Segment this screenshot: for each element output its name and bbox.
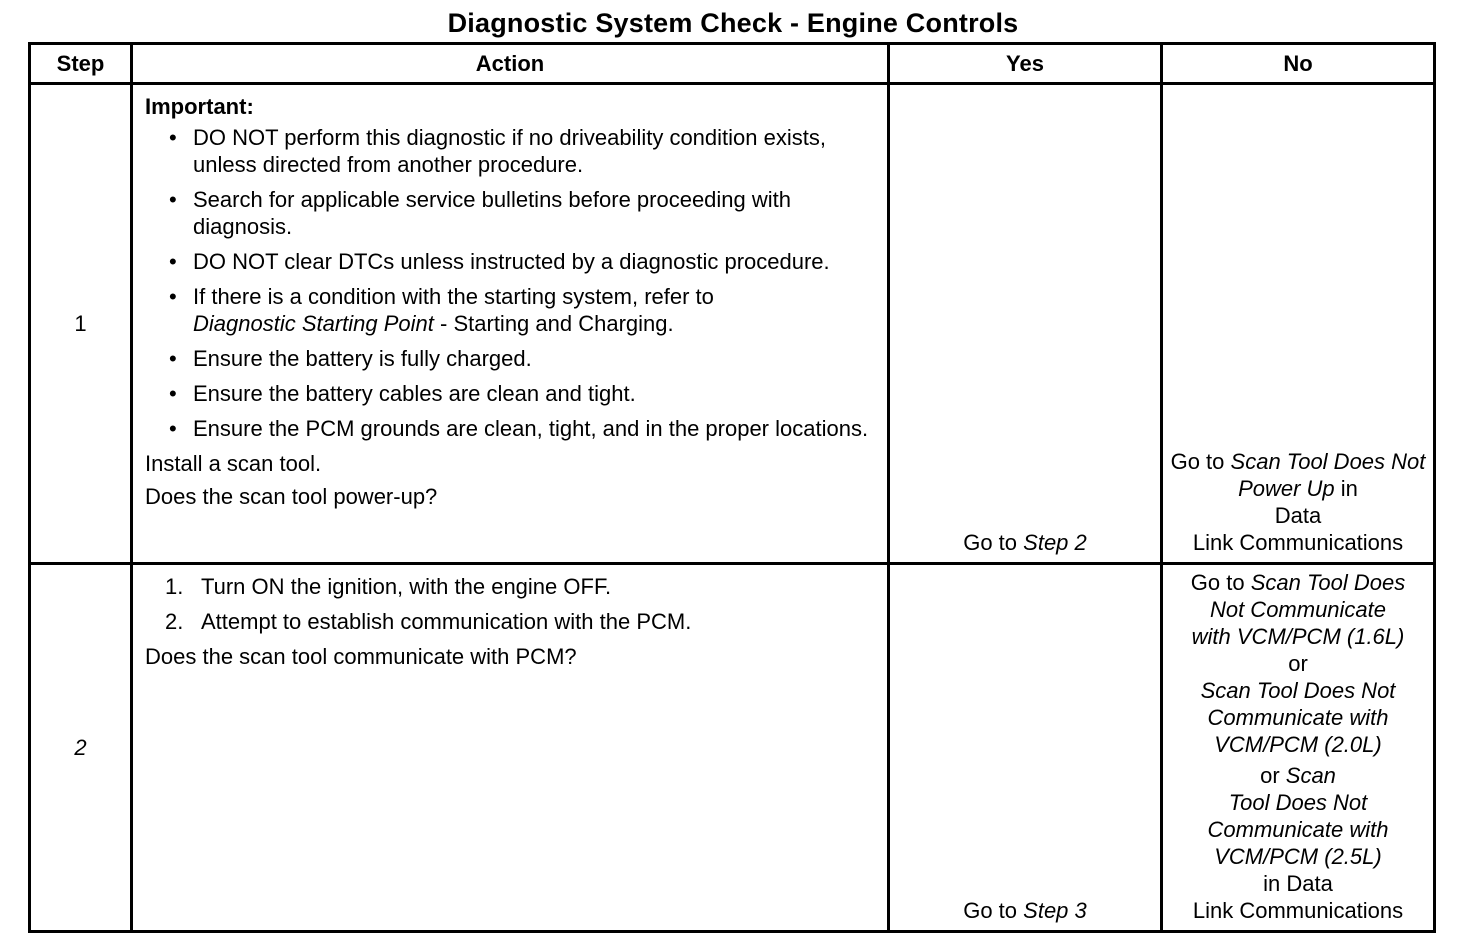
no-or-text: or xyxy=(1288,651,1308,676)
list-item xyxy=(165,608,877,635)
list-item xyxy=(167,186,877,240)
yes-cell xyxy=(889,564,1162,932)
no-reference-link: VCM/PCM (2.5L) xyxy=(1214,844,1382,869)
list-item-text: Attempt to establish communication with the PCM. xyxy=(201,609,692,634)
no-or-text: or xyxy=(1260,763,1280,788)
yes-prefix: Go to xyxy=(963,530,1018,555)
no-prefix: Go to xyxy=(1190,570,1245,595)
header-step: Step xyxy=(30,44,132,84)
bullet-icon: • xyxy=(169,125,177,150)
table-header-row xyxy=(30,44,1435,84)
yes-step-link: Step 2 xyxy=(1023,530,1087,555)
list-item xyxy=(165,573,877,600)
page-title: Diagnostic System Check - Engine Controls xyxy=(447,8,1019,38)
no-reference-link: Scan Tool Does Not Power Up xyxy=(1230,449,1426,501)
important-label: Important: xyxy=(145,94,254,119)
no-reference-link: Scan Tool Does Not xyxy=(1200,678,1396,703)
table-row xyxy=(30,84,1435,564)
list-item-text: Ensure the battery is fully charged. xyxy=(193,346,532,371)
table-row xyxy=(30,564,1435,932)
list-item-number: 2. xyxy=(165,609,184,634)
header-no: No xyxy=(1162,44,1435,84)
header-yes: Yes xyxy=(889,44,1162,84)
no-prefix: Go to xyxy=(1170,449,1225,474)
list-item xyxy=(167,345,877,372)
list-item-text: DO NOT perform this diagnostic if no driveability condition exists, unless directed from another procedure. xyxy=(193,125,826,177)
diagnostic-table xyxy=(28,42,1436,933)
action-cell xyxy=(132,564,889,932)
bullet-icon: • xyxy=(169,284,177,309)
no-reference-link: Scan Tool Does xyxy=(1250,570,1406,595)
list-item-text: Ensure the battery cables are clean and tight. xyxy=(193,381,636,406)
bullet-icon: • xyxy=(169,346,177,371)
bullet-icon: • xyxy=(169,416,177,441)
list-item-text: Turn ON the ignition, with the engine OFF. xyxy=(201,574,612,599)
question-text: Does the scan tool power-up? xyxy=(145,484,438,509)
reference-link: Diagnostic Starting Point xyxy=(193,311,434,336)
list-item xyxy=(167,283,877,337)
no-suffix-section: Link Communications xyxy=(1192,530,1404,555)
no-suffix-section: Link Communications xyxy=(1192,898,1404,923)
list-item xyxy=(167,415,877,442)
list-item xyxy=(167,248,877,275)
important-list xyxy=(145,124,877,442)
action-cell xyxy=(132,84,889,564)
no-reference-link: Scan xyxy=(1285,763,1336,788)
bullet-icon: • xyxy=(169,381,177,406)
bullet-icon: • xyxy=(169,249,177,274)
no-suffix: in Data xyxy=(1263,871,1333,896)
list-item xyxy=(167,124,877,178)
no-reference-link: Tool Does Not xyxy=(1228,790,1368,815)
yes-step-link: Step 3 xyxy=(1023,898,1087,923)
header-action: Action xyxy=(132,44,889,84)
list-item-text: DO NOT clear DTCs unless instructed by a diagnostic procedure. xyxy=(193,249,830,274)
no-cell xyxy=(1162,564,1435,932)
no-cell xyxy=(1162,84,1435,564)
question-text: Does the scan tool communicate with PCM? xyxy=(145,644,577,669)
list-item-text: If there is a condition with the starting system, refer to xyxy=(193,284,714,309)
no-or-line xyxy=(1169,762,1427,789)
no-suffix: in xyxy=(1340,476,1358,501)
instruction-text: Install a scan tool. xyxy=(145,451,322,476)
yes-prefix: Go to xyxy=(963,898,1018,923)
list-item xyxy=(167,380,877,407)
list-item-text: Search for applicable service bulletins before proceeding with diagnosis. xyxy=(193,187,792,239)
no-reference-link: Communicate with xyxy=(1207,705,1389,730)
no-reference-link: Communicate with xyxy=(1207,817,1389,842)
no-reference-link: with VCM/PCM (1.6L) xyxy=(1191,624,1405,649)
list-item-number: 1. xyxy=(165,574,184,599)
step-number: 1 xyxy=(30,84,132,564)
bullet-icon: • xyxy=(169,187,177,212)
list-item-text: Ensure the PCM grounds are clean, tight, and in the proper locations. xyxy=(193,416,869,441)
step-number: 2 xyxy=(30,564,132,932)
list-item-text: - Starting and Charging. xyxy=(440,311,674,336)
procedure-list xyxy=(145,573,877,635)
no-reference-link: Not Communicate xyxy=(1209,597,1387,622)
no-reference-link: VCM/PCM (2.0L) xyxy=(1214,732,1382,757)
yes-cell xyxy=(889,84,1162,564)
no-suffix-data: Data xyxy=(1274,503,1322,528)
